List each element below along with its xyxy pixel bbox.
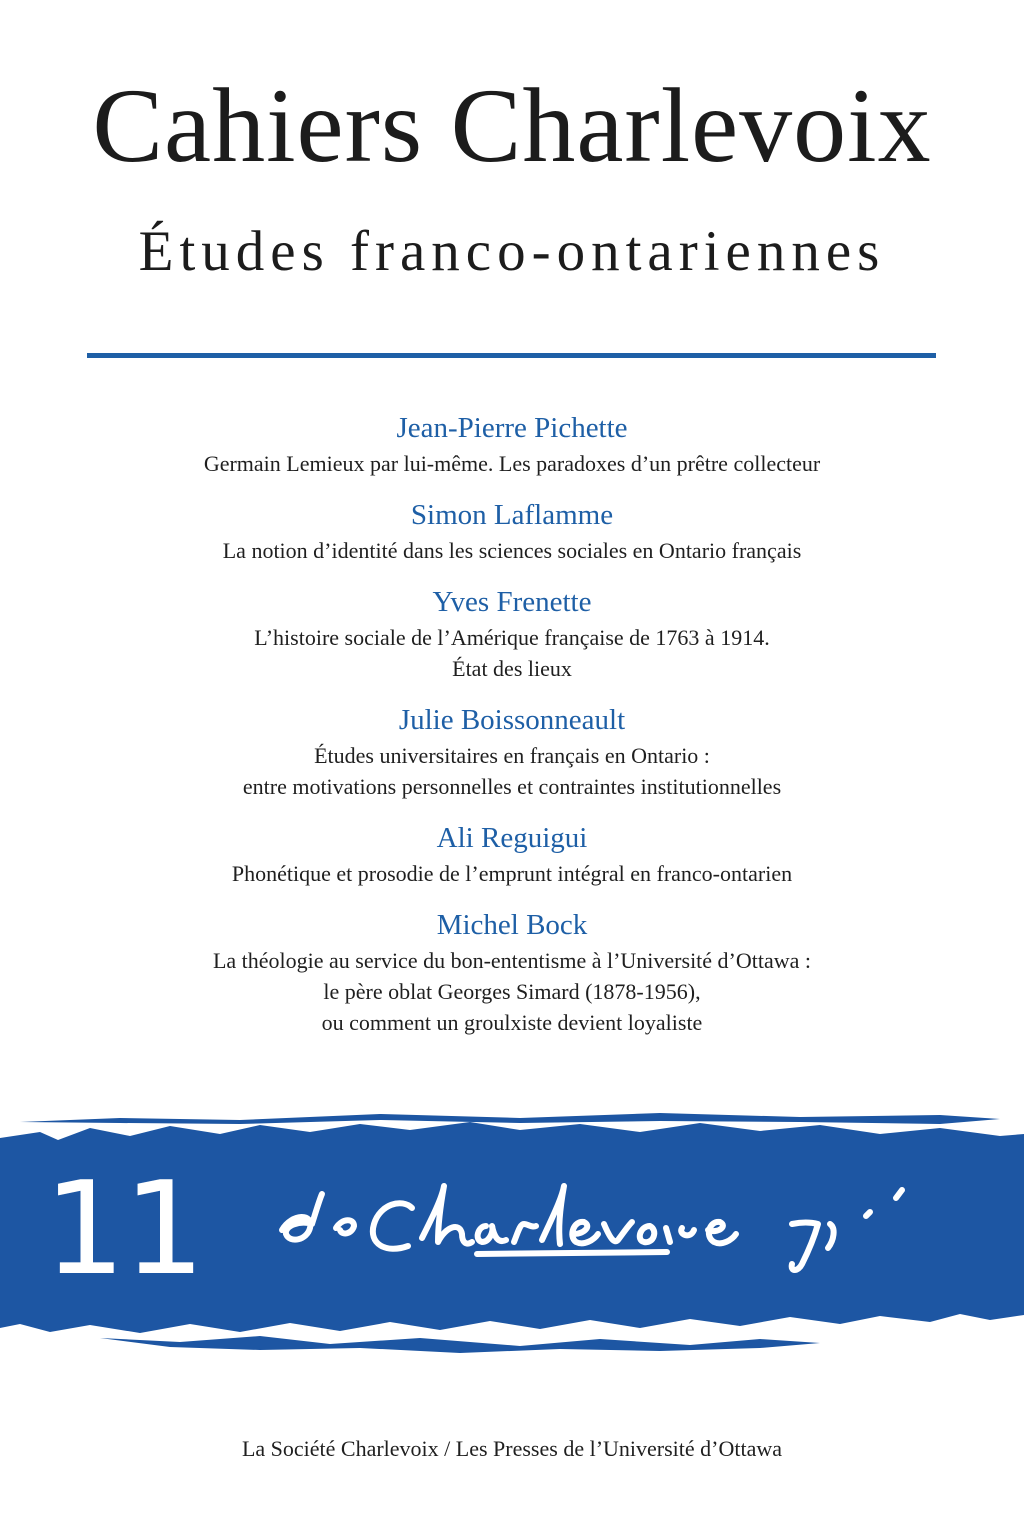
article-author: Ali Reguigui xyxy=(436,822,588,854)
article-entry xyxy=(0,905,1024,1038)
article-entry xyxy=(0,408,1024,479)
journal-title: Cahiers Charlevoix xyxy=(92,67,932,184)
brush-band-bristles xyxy=(100,1336,820,1353)
article-entry xyxy=(0,582,1024,684)
article-author: Simon Laflamme xyxy=(410,499,614,531)
article-title: L’histoire sociale de l’Amérique française de 1763 à 1914. État des lieux xyxy=(254,625,770,681)
divider-rule xyxy=(87,353,936,358)
journal-subtitle: Études franco-ontariennes xyxy=(138,220,886,283)
article-title: Études universitaires en français en Ontario : entre motivations personnelles et contraintes institutionnelles xyxy=(242,743,782,799)
signature-strokes xyxy=(282,1186,902,1270)
issue-number: 11 xyxy=(44,1155,203,1304)
article-author: Yves Frenette xyxy=(432,586,592,618)
article-title: La théologie au service du bon-ententisme à l’Université d’Ottawa : le père oblat Georges Simard (1878-1956), ou comment un groulxiste devient loyaliste xyxy=(212,948,812,1035)
article-entry xyxy=(0,818,1024,889)
article-author: Michel Bock xyxy=(436,909,588,941)
publisher-line: La Société Charlevoix / Les Presses de l’Université d’Ottawa xyxy=(241,1436,783,1461)
article-entry xyxy=(0,700,1024,802)
article-author: Julie Boissonneault xyxy=(398,704,626,736)
table-of-contents xyxy=(0,408,1024,1054)
article-title: Phonétique et prosodie de l’emprunt intégral en franco-ontarien xyxy=(231,861,793,886)
article-title: La notion d’identité dans les sciences sociales en Ontario français xyxy=(222,538,802,563)
charlevoix-signature xyxy=(262,1168,962,1278)
article-title: Germain Lemieux par lui-même. Les paradoxes d’un prêtre collecteur xyxy=(203,451,821,476)
brush-band-bristles-top xyxy=(20,1113,1000,1124)
article-entry xyxy=(0,495,1024,566)
article-author: Jean-Pierre Pichette xyxy=(396,412,628,444)
